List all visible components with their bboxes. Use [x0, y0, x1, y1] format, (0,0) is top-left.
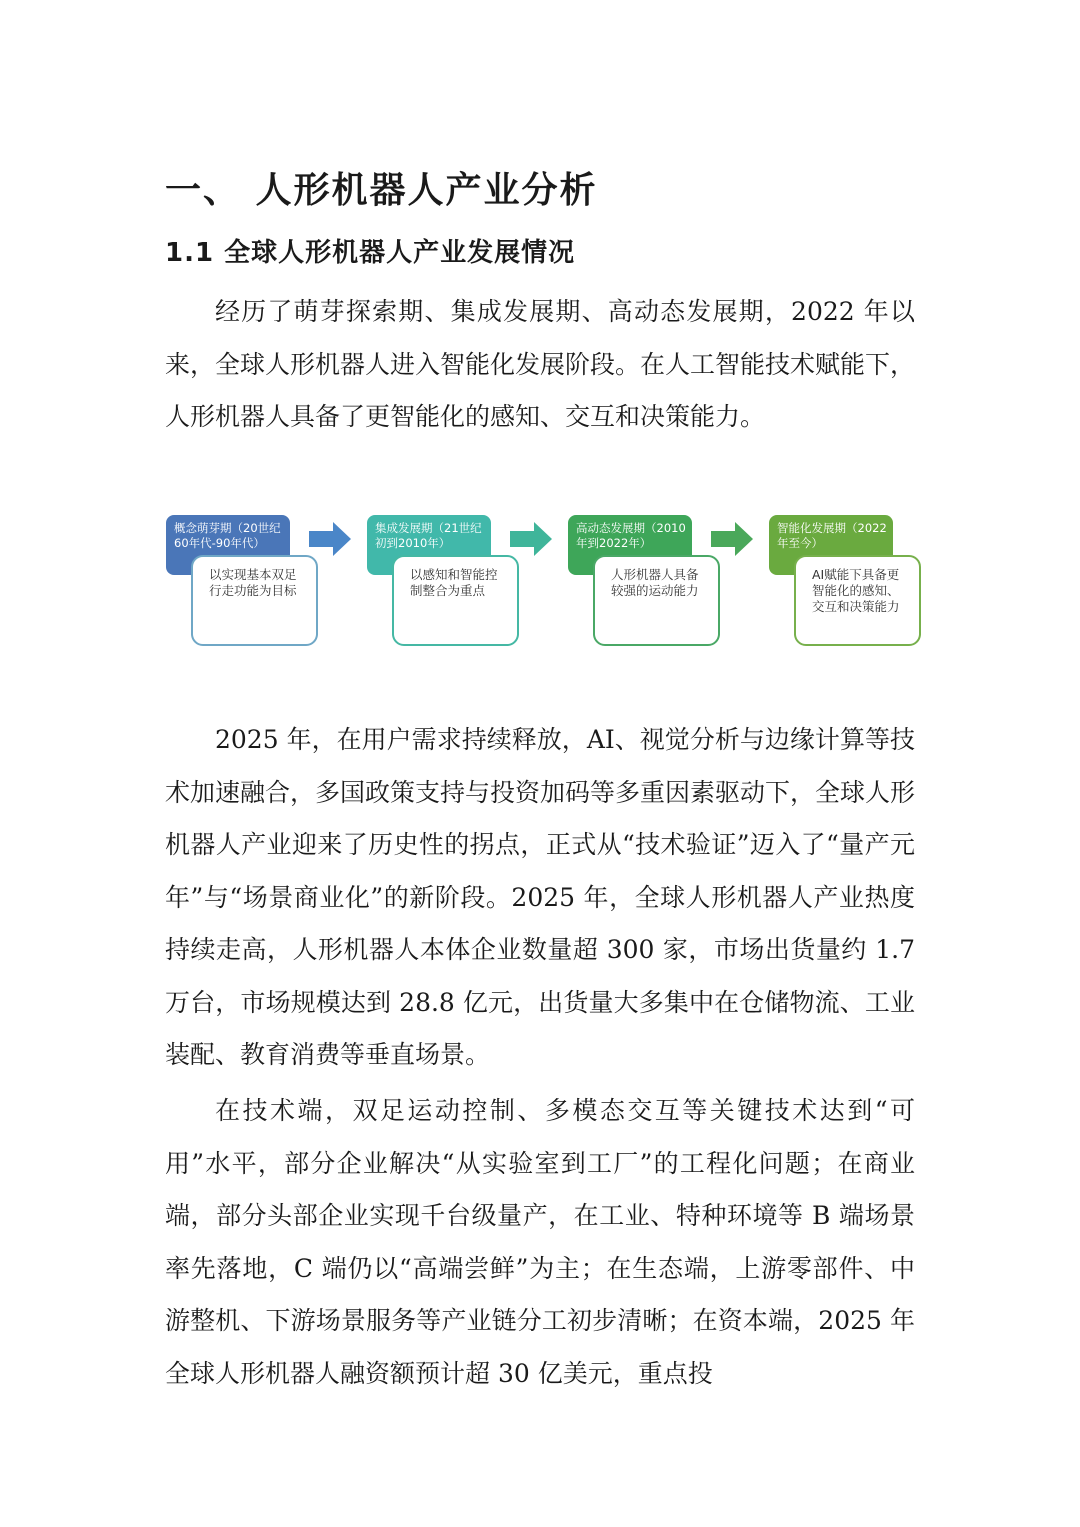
stage-3-description: 人形机器人具备较强的运动能力 [593, 555, 720, 646]
paragraph-2025-overview: 2025 年，在用户需求持续释放，AI、视觉分析与边缘计算等技术加速融合，多国政策支持与投资加码等多重因素驱动下，全球人形机器人产业迎来了历史性的拐点，正式从“技术验证”迈入了“量产元年”与“场景商业化”的新阶段。2025 年，全球人形机器人产业热度持续走高，人形机器人本体企业数量超 300 家，市场出货量约 1.7 万台，市场规模达到 28.8 亿元，出货量大多集中在仓储物流、工业装配、教育消费等垂直场景。 [165, 725, 916, 1069]
stage-2-description: 以感知和智能控制整合为重点 [392, 555, 519, 646]
subsection-heading: 1.1 全球人形机器人产业发展情况 [165, 238, 576, 268]
stage-1-label: 概念萌芽期（20世纪60年代-90年代） [166, 515, 290, 575]
stage-4-description: AI赋能下具备更智能化的感知、交互和决策能力 [794, 555, 921, 646]
timeline-stage-4 [769, 515, 921, 647]
arrow-shape [711, 522, 753, 556]
arrow-shape [309, 522, 351, 556]
paragraph-technology-commerce: 在技术端，双足运动控制、多模态交互等关键技术达到“可用”水平，部分企业解决“从实验室到工厂”的工程化问题；在商业端，部分头部企业实现千台级量产，在工业、特种环境等 B 端场景率先落地，C 端仍以“高端尝鲜”为主；在生态端，上游零部件、中游整机、下游场景服务等产业链分工初步清晰；在资本端，2025 年全球人形机器人融资额预计超 30 亿美元，重点投 [165, 1096, 915, 1388]
section-heading: 一、 人形机器人产业分析 [165, 170, 598, 211]
timeline-stage-2 [367, 515, 519, 647]
arrow-right-icon [309, 522, 351, 556]
arrow-right-icon [711, 522, 753, 556]
stage-3-label: 高动态发展期（2010年到2022年） [568, 515, 692, 575]
arrow-right-icon [510, 522, 552, 556]
stage-2-label: 集成发展期（21世纪初到2010年） [367, 515, 491, 575]
arrow-shape [510, 522, 552, 556]
development-timeline-diagram [166, 515, 926, 650]
paragraph-intro: 经历了萌芽探索期、集成发展期、高动态发展期，2022 年以来，全球人形机器人进入智能化发展阶段。在人工智能技术赋能下，人形机器人具备了更智能化的感知、交互和决策能力。 [165, 297, 916, 431]
stage-1-description: 以实现基本双足行走功能为目标 [191, 555, 318, 646]
timeline-stage-3 [568, 515, 720, 647]
stage-4-label: 智能化发展期（2022年至今） [769, 515, 893, 575]
timeline-stage-1 [166, 515, 318, 647]
